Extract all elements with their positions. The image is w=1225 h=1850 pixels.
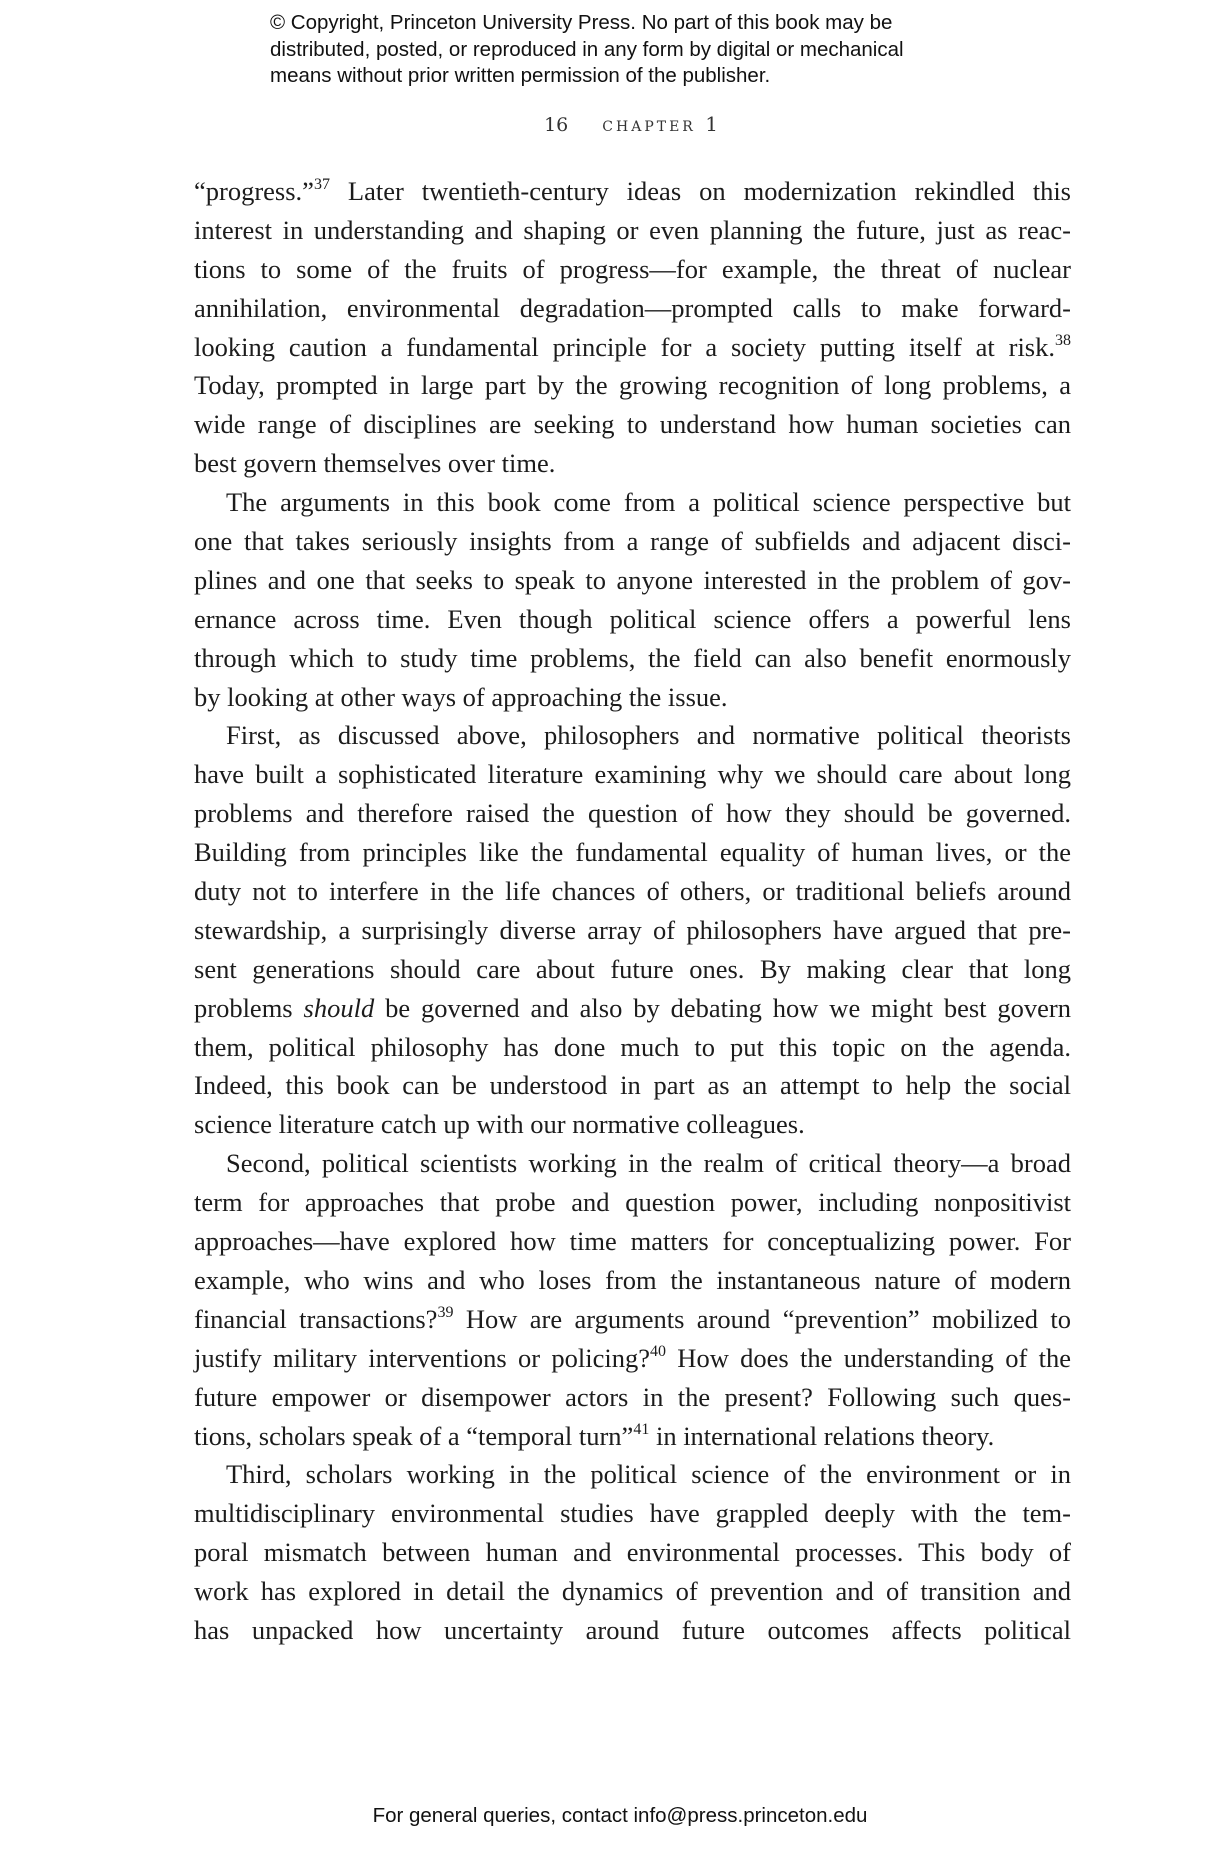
text-line	[194, 250, 1071, 289]
text-segment: poral mismatch between human and environmental processes. This body of	[194, 1537, 1071, 1568]
emphasis-text: should	[303, 992, 375, 1023]
text-segment: The arguments in this book come from a political science perspective but	[226, 487, 1071, 518]
text-line	[194, 794, 1071, 833]
text-segment: through which to study time problems, the field can also benefit enormously	[194, 642, 1071, 673]
chapter-label: chapter 1	[602, 112, 721, 136]
copyright-line: means without prior written permission of the publisher.	[270, 64, 771, 87]
text-segment: Building from principles like the fundamental equality of human lives, or the	[194, 837, 1071, 868]
text-segment: by looking at other ways of approaching the issue.	[194, 681, 728, 712]
footnote-ref: 41	[633, 1420, 650, 1438]
text-line	[194, 1222, 1071, 1261]
text-line	[194, 522, 1071, 561]
text-line	[194, 1417, 1071, 1456]
text-segment: plines and one that seeks to speak to anyone interested in the problem of gov-	[194, 564, 1071, 595]
text-segment: term for approaches that probe and question power, including nonpositivist	[194, 1187, 1071, 1218]
body-text	[194, 172, 1071, 1650]
text-line	[194, 172, 1071, 211]
text-line	[194, 444, 1071, 483]
text-segment: problems	[194, 992, 304, 1023]
text-segment: science literature catch up with our normative colleagues.	[194, 1109, 805, 1140]
text-segment: tions to some of the fruits of progress—for example, the threat of nuclear	[194, 253, 1071, 284]
text-line	[194, 405, 1071, 444]
footnote-ref: 37	[313, 176, 330, 193]
text-line	[194, 989, 1071, 1028]
text-line	[194, 1261, 1071, 1300]
text-segment: sent generations should care about future ones. By making clear that long	[194, 953, 1071, 984]
text-line	[194, 328, 1071, 367]
text-line	[194, 289, 1071, 328]
text-segment: work has explored in detail the dynamics of prevention and of transition and	[194, 1576, 1071, 1607]
text-line	[194, 1494, 1071, 1533]
text-line	[194, 1300, 1071, 1339]
text-segment: duty not to interfere in the life chances of others, or traditional beliefs around	[194, 876, 1071, 907]
paragraph-first-line	[194, 1455, 1071, 1494]
text-segment: one that takes seriously insights from a range of subfields and adjacent disci-	[194, 526, 1071, 557]
footer-contact: For general queries, contact info@press.princeton.edu	[372, 1804, 868, 1827]
text-segment: wide range of disciplines are seeking to understand how human societies can	[194, 409, 1071, 440]
text-segment: have built a sophisticated literature examining why we should care about long	[194, 759, 1071, 790]
text-segment: How are arguments around “prevention” mobilized to	[453, 1303, 1071, 1334]
copyright-notice	[270, 10, 904, 90]
text-segment: First, as discussed above, philosophers and normative political theorists	[226, 720, 1071, 751]
footnote-ref: 38	[1055, 331, 1071, 349]
text-line	[194, 1572, 1071, 1611]
text-segment: Second, political scientists working in the realm of critical theory—a broad	[226, 1148, 1071, 1179]
text-segment: best govern themselves over time.	[194, 448, 556, 479]
text-segment: “progress.”	[194, 176, 314, 206]
text-line	[194, 755, 1071, 794]
paragraph-first-line	[194, 716, 1071, 755]
text-line	[194, 639, 1071, 678]
page-number: 16	[544, 114, 569, 136]
text-segment: them, political philosophy has done much to put this topic on the agenda.	[194, 1031, 1071, 1062]
text-line	[194, 366, 1071, 405]
text-line	[194, 1339, 1071, 1378]
text-segment: example, who wins and who loses from the instantaneous nature of modern	[194, 1264, 1071, 1295]
text-segment: annihilation, environmental degradation—prompted calls to make forward-	[194, 292, 1071, 323]
text-segment: justify military interventions or policing?	[194, 1342, 650, 1373]
paragraph-first-line	[194, 483, 1071, 522]
text-line	[194, 1183, 1071, 1222]
text-line	[194, 678, 1071, 717]
text-segment: approaches—have explored how time matters for conceptualizing power. For	[194, 1226, 1071, 1257]
text-line	[194, 872, 1071, 911]
footnote-ref: 40	[649, 1342, 666, 1360]
text-line	[194, 1028, 1071, 1067]
copyright-line: distributed, posted, or reproduced in any form by digital or mechanical	[270, 37, 904, 61]
text-line	[194, 211, 1071, 250]
text-line	[194, 1066, 1071, 1105]
text-line	[194, 911, 1071, 950]
text-segment: Third, scholars working in the political science of the environment or in	[226, 1459, 1071, 1490]
text-segment: tions, scholars speak of a “temporal turn”	[194, 1420, 634, 1451]
text-segment: stewardship, a surprisingly diverse array of philosophers have argued that pre-	[194, 914, 1071, 945]
text-segment: financial transactions?	[194, 1303, 438, 1334]
footnote-ref: 39	[437, 1303, 454, 1321]
text-segment: Indeed, this book can be understood in part as an attempt to help the social	[194, 1070, 1071, 1101]
text-segment: ernance across time. Even though political science offers a powerful lens	[194, 603, 1071, 634]
text-line	[194, 561, 1071, 600]
text-segment: be governed and also by debating how we might best govern	[374, 992, 1072, 1023]
copyright-line: © Copyright, Princeton University Press. No part of this book may be	[270, 11, 893, 34]
text-line	[194, 833, 1071, 872]
text-line	[194, 1105, 1071, 1144]
text-line	[194, 1533, 1071, 1572]
text-segment: Today, prompted in large part by the growing recognition of long problems, a	[194, 370, 1071, 401]
text-segment: How does the understanding of the	[665, 1342, 1071, 1373]
text-line	[194, 600, 1071, 639]
text-segment: Later twentieth-century ideas on modernization rekindled this	[329, 176, 1071, 206]
text-segment: has unpacked how uncertainty around future outcomes affects political	[194, 1614, 1071, 1645]
text-segment: future empower or disempower actors in the present? Following such ques-	[194, 1381, 1071, 1412]
text-segment: problems and therefore raised the question of how they should be governed.	[194, 798, 1071, 829]
running-head	[0, 112, 1225, 136]
text-line	[194, 1378, 1071, 1417]
text-line	[194, 950, 1071, 989]
text-segment: multidisciplinary environmental studies have grappled deeply with the tem-	[194, 1498, 1071, 1529]
paragraph-first-line	[194, 1144, 1071, 1183]
text-segment: interest in understanding and shaping or even planning the future, just as reac-	[194, 214, 1071, 245]
text-segment: looking caution a fundamental principle for a society putting itself at risk.	[194, 331, 1055, 362]
text-line	[194, 1611, 1071, 1650]
text-segment: in international relations theory.	[649, 1420, 995, 1451]
